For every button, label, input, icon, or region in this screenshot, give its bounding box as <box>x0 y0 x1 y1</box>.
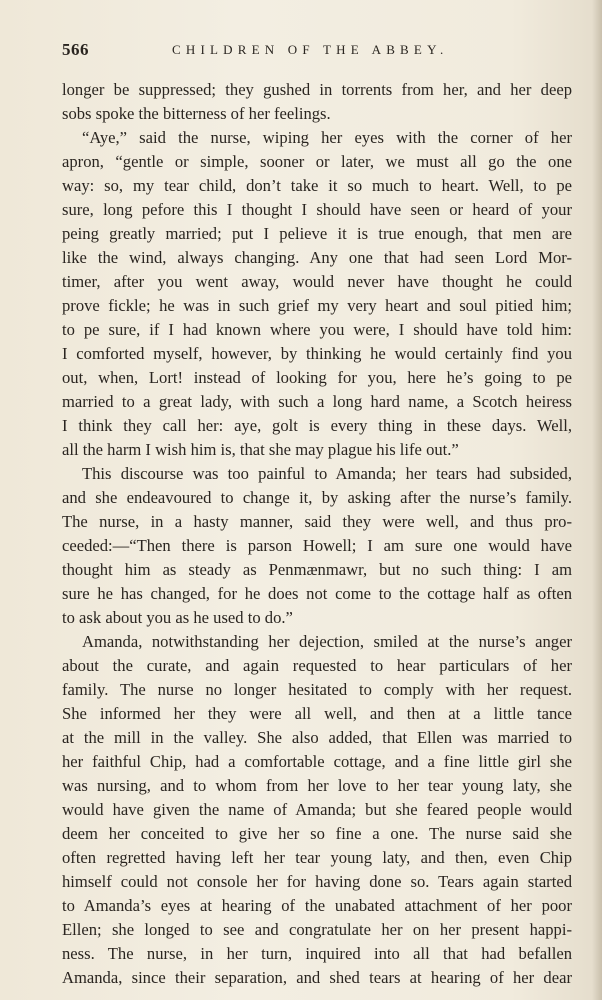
text-line: to Amanda’s eyes at hearing of the unabated attachment of her poor <box>62 896 572 915</box>
text-line: family. The nurse no longer hesitated to comply with her request. <box>62 680 572 699</box>
page-edge-shadow <box>592 0 602 1000</box>
text-line: married to a great lady, with such a long hard name, a Scotch heiress <box>62 392 572 411</box>
text-line: her faithful Chip, had a comfortable cottage, and a fine little girl she <box>62 752 572 771</box>
text-line: often regretted having left her tear young laty, and then, even Chip <box>62 848 572 867</box>
text-line: prove fickle; he was in such grief my very heart and soul pitied him; <box>62 296 572 315</box>
text-line: Ellen; she longed to see and congratulate her on her present happi- <box>62 920 572 939</box>
text-line: She informed her they were all well, and then at a little tance <box>62 704 572 723</box>
text-line: at the mill in the valley. She also added, that Ellen was married to <box>62 728 572 747</box>
text-line: was nursing, and to whom from her love to her tear young laty, she <box>62 776 572 795</box>
text-line: to ask about you as he used to do.” <box>62 608 293 627</box>
text-line: sure, long pefore this I thought I should have seen or heard of your <box>62 200 572 219</box>
text-line: to pe sure, if I had known where you were, I should have told him: <box>62 320 572 339</box>
text-line: I think they call her: aye, golt is every thing in these days. Well, <box>62 416 572 435</box>
text-line: sobs spoke the bitterness of her feelings. <box>62 104 331 123</box>
text-line: himself could not console her for having done so. Tears again started <box>62 872 572 891</box>
text-line: and she endeavoured to change it, by asking after the nurse’s family. <box>62 488 572 507</box>
text-line: sure he has changed, for he does not come to the cottage half as often <box>62 584 572 603</box>
text-line: I comforted myself, however, by thinking he would certainly find you <box>62 344 572 363</box>
text-line: like the wind, always changing. Any one that had seen Lord Mor- <box>62 248 572 267</box>
text-line: thought him as steady as Penmænmawr, but no such thing: I am <box>62 560 572 579</box>
text-line: out, when, Lort! instead of looking for you, here he’s going to pe <box>62 368 572 387</box>
text-line: Amanda, notwithstanding her dejection, smiled at the nurse’s anger <box>82 632 572 651</box>
text-line: would have given the name of Amanda; but she feared people would <box>62 800 572 819</box>
page-header <box>62 40 572 62</box>
text-line: peing greatly married; put I pelieve it is true enough, that men are <box>62 224 572 243</box>
text-line: ceeded:—“Then there is parson Howell; I am sure one would have <box>62 536 572 555</box>
text-line: all the harm I wish him is, that she may plague his life out.” <box>62 440 459 459</box>
body-text <box>62 78 572 990</box>
text-line: ness. The nurse, in her turn, inquired into all that had befallen <box>62 944 572 963</box>
text-line: timer, after you went away, would never have thought he could <box>62 272 572 291</box>
text-line: This discourse was too painful to Amanda; her tears had subsided, <box>82 464 572 483</box>
text-line: deem her conceited to give her so fine a one. The nurse said she <box>62 824 572 843</box>
text-line: “Aye,” said the nurse, wiping her eyes with the corner of her <box>82 128 572 147</box>
text-line: longer be suppressed; they gushed in torrents from her, and her deep <box>62 80 572 99</box>
running-title: CHILDREN OF THE ABBEY. <box>172 42 449 57</box>
page-number: 566 <box>62 40 89 59</box>
text-line: Amanda, since their separation, and shed tears at hearing of her dear <box>62 968 572 987</box>
text-line: way: so, my tear child, don’t take it so much to heart. Well, to pe <box>62 176 572 195</box>
text-line: about the curate, and again requested to hear particulars of her <box>62 656 572 675</box>
text-line: The nurse, in a hasty manner, said they were well, and thus pro- <box>62 512 572 531</box>
text-line: apron, “gentle or simple, sooner or later, we must all go the one <box>62 152 572 171</box>
